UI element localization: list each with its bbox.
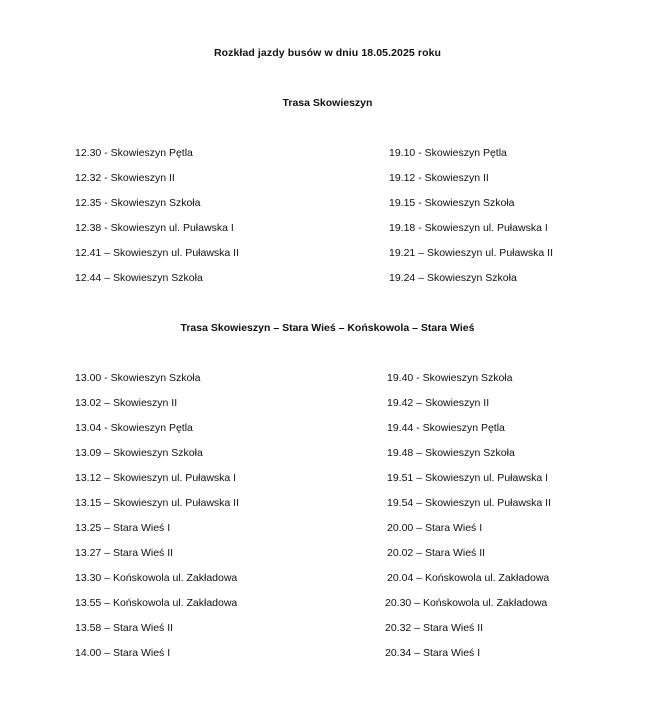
schedule-entry: 13.12 – Skowieszyn ul. Puławska I <box>75 472 237 484</box>
schedule-entry: 13.09 – Skowieszyn Szkoła <box>75 447 203 459</box>
schedule-entry: 13.30 – Końskowola ul. Zakładowa <box>75 572 238 584</box>
schedule-entry: 13.27 – Stara Wieś II <box>75 547 174 559</box>
schedule-right-column-konskowola <box>387 371 551 671</box>
schedule-entry: 12.32 - Skowieszyn II <box>75 172 175 184</box>
section-title-skowieszyn-stara-wies-konskowola: Trasa Skowieszyn – Stara Wieś – Końskowola – Stara Wieś <box>180 322 475 334</box>
schedule-entry: 19.12 - Skowieszyn II <box>389 172 489 184</box>
schedule-left-column-konskowola <box>75 371 239 671</box>
schedule-entry: 19.48 – Skowieszyn Szkoła <box>387 447 515 459</box>
schedule-entry: 20.32 – Stara Wieś II <box>385 622 484 634</box>
schedule-entry: 19.51 – Skowieszyn ul. Puławska I <box>387 472 549 484</box>
schedule-entry: 19.21 – Skowieszyn ul. Puławska II <box>389 247 554 259</box>
schedule-entry: 13.25 – Stara Wieś I <box>75 522 171 534</box>
schedule-entry: 19.15 - Skowieszyn Szkoła <box>389 197 515 209</box>
schedule-entry: 19.54 – Skowieszyn ul. Puławska II <box>387 497 552 509</box>
schedule-entry: 13.04 - Skowieszyn Pętla <box>75 422 193 434</box>
schedule-entry: 19.10 - Skowieszyn Pętla <box>389 147 507 159</box>
schedule-entry: 13.00 - Skowieszyn Szkoła <box>75 372 201 384</box>
schedule-entry: 20.00 – Stara Wieś I <box>387 522 483 534</box>
schedule-entry: 12.41 – Skowieszyn ul. Puławska II <box>75 247 240 259</box>
schedule-entry: 20.02 – Stara Wieś II <box>387 547 486 559</box>
schedule-entry: 12.44 – Skowieszyn Szkoła <box>75 272 203 284</box>
schedule-entry: 19.44 - Skowieszyn Pętla <box>387 422 505 434</box>
schedule-entry: 13.15 – Skowieszyn ul. Puławska II <box>75 497 240 509</box>
document-title: Rozkład jazdy busów w dniu 18.05.2025 roku <box>213 47 442 59</box>
schedule-entry: 12.38 - Skowieszyn ul. Puławska I <box>75 222 234 234</box>
schedule-entry: 19.42 – Skowieszyn II <box>387 397 490 409</box>
schedule-entry: 12.30 - Skowieszyn Pętla <box>75 147 193 159</box>
schedule-entry: 20.04 – Końskowola ul. Zakładowa <box>387 572 550 584</box>
schedule-entry: 19.40 - Skowieszyn Szkoła <box>387 372 513 384</box>
schedule-entry: 19.18 - Skowieszyn ul. Puławska I <box>389 222 548 234</box>
schedule-entry: 20.30 – Końskowola ul. Zakładowa <box>385 597 548 609</box>
schedule-entry: 13.02 – Skowieszyn II <box>75 397 178 409</box>
schedule-entry: 19.24 – Skowieszyn Szkoła <box>389 272 517 284</box>
schedule-entry: 13.58 – Stara Wieś II <box>75 622 174 634</box>
schedule-left-column-skowieszyn <box>75 146 239 296</box>
section-title-skowieszyn: Trasa Skowieszyn <box>282 97 373 109</box>
schedule-entry: 12.35 - Skowieszyn Szkoła <box>75 197 201 209</box>
schedule-entry: 20.34 – Stara Wieś I <box>385 647 481 659</box>
schedule-entry: 14.00 – Stara Wieś I <box>75 647 171 659</box>
schedule-entry: 13.55 – Końskowola ul. Zakładowa <box>75 597 238 609</box>
schedule-right-column-skowieszyn <box>389 146 553 296</box>
